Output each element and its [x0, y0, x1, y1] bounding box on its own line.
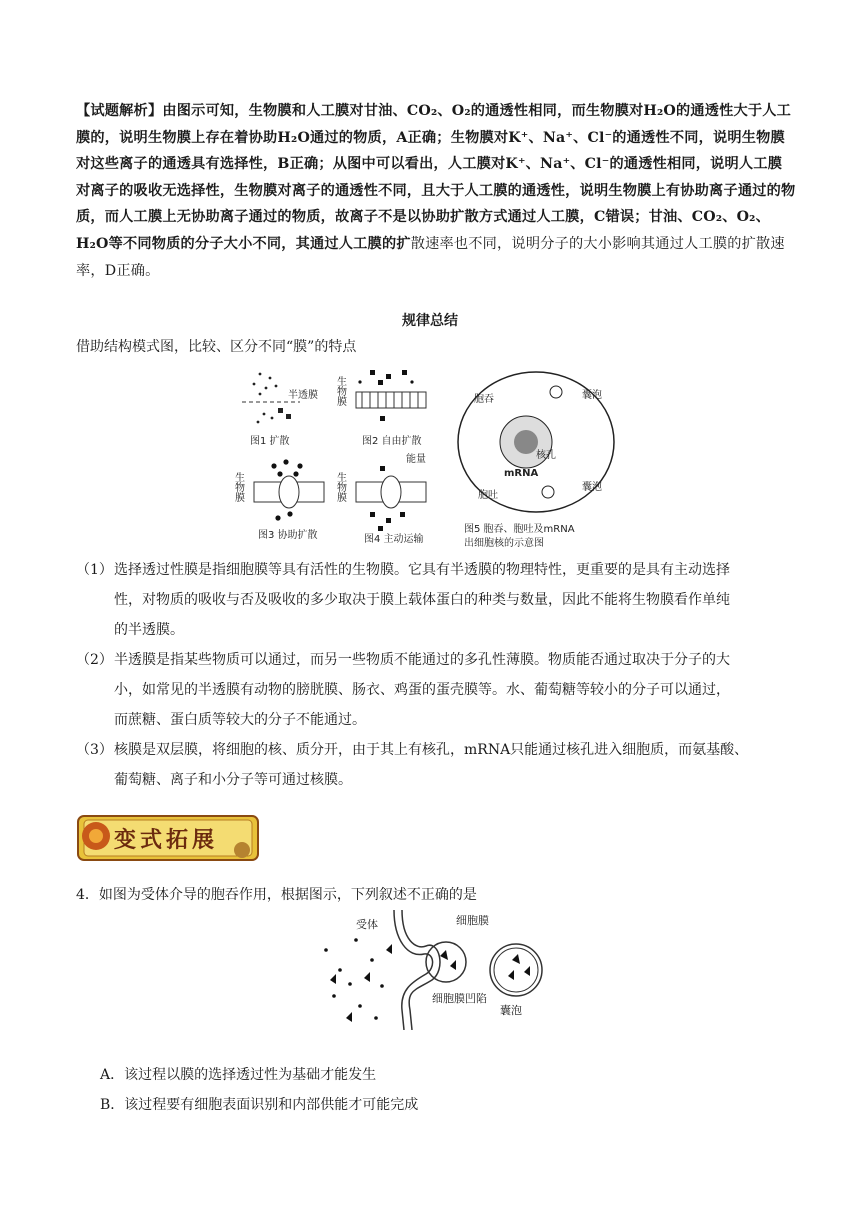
fig5-pore-label: 核孔 [536, 450, 556, 461]
variant-extension-banner [76, 810, 260, 866]
fig5-vesicle-label-2: 囊泡 [582, 482, 602, 493]
analysis-tail: 散速率也不同，说明分子的大小影响其通过人工膜的扩散速率，D正确。 [76, 235, 785, 279]
item-line: 小，如常见的半透膜有动物的膀胱膜、肠衣、鸡蛋的蛋壳膜等。水、葡萄糖等较小的分子可以通过， [114, 682, 730, 698]
fig3-bio-label: 生物膜 [232, 472, 244, 502]
summary-item-3 [76, 735, 796, 795]
fig1-label: 半透膜 [288, 390, 318, 401]
item-line: 葡萄糖、离子和小分子等可通过核膜。 [114, 772, 352, 788]
item-line: 的半透膜。 [114, 622, 184, 638]
summary-title: 规律总结 [402, 313, 458, 329]
endocytosis-figure [316, 910, 576, 1030]
vesicle-label: 囊泡 [500, 1004, 522, 1017]
item-number: （2） [76, 652, 113, 668]
option-a: A．该过程以膜的选择透过性为基础才能发生 [100, 1067, 377, 1083]
fig5-caption-2: 出细胞核的示意图 [464, 538, 544, 549]
fig4-active-transport [335, 452, 427, 545]
analysis-text: 由图示可知，生物膜和人工膜对甘油、CO₂、O₂的通透性相同，而生物膜对H₂O的通透性大于人工膜的，说明生物膜上存在着协助H₂O通过的物质，A正确；生物膜对K⁺、Na⁺、Cl⁻的通透性不同，说明生物膜对这些离子的通透具有选择性，B正确；从图中可以看出，人工膜对K⁺、Na⁺、Cl⁻的通透性相同，说明人工膜对离子的吸收无选择性，生物膜对离子的通透性不同，且大于人工膜的通透性，说明生物膜上有协助离子通过的物质，而人工膜上无协助离子通过的物质，故离子不是以协助扩散方式通过人工膜，C错误；甘油、CO₂、O₂、H₂O等不同物质的分子大小不同，其通过人工膜的扩 [76, 103, 796, 252]
option-b: B．该过程要有细胞表面识别和内部供能才可能完成 [100, 1097, 419, 1113]
fig2-bio-label: 生物膜 [334, 376, 346, 406]
ornament-icon [234, 842, 250, 858]
fig4-energy-label: 能量 [406, 454, 426, 465]
fig5-endocytosis-exocytosis [458, 372, 614, 549]
fig1-caption: 图1 扩散 [250, 436, 290, 447]
membrane-label: 细胞膜 [456, 914, 489, 927]
item-number: （3） [76, 742, 113, 758]
item-line: 半透膜是指某些物质可以通过，而另一些物质不能通过的多孔性薄膜。物质能否通过取决于分子的大 [114, 652, 730, 668]
membrane-figures [230, 362, 630, 550]
fig5-endocytosis-label: 胞吞 [474, 394, 494, 405]
analysis-tag: 【试题解析】 [76, 103, 163, 119]
fig3-facilitated-diffusion [233, 459, 325, 541]
item-line: 选择透过性膜是指细胞膜等具有活性的生物膜。它具有半透膜的物理特性，更重要的是具有主动选择 [114, 562, 730, 578]
summary-item-2 [76, 645, 796, 735]
fig5-exocytosis-label: 胞吐 [478, 490, 498, 501]
pit-label: 细胞膜凹陷 [432, 992, 487, 1005]
fig2-caption: 图2 自由扩散 [362, 436, 422, 447]
fig5-mrna-label: mRNA [504, 468, 539, 479]
vesicle [490, 944, 542, 996]
banner-text: 变式拓展 [114, 827, 219, 853]
analysis-paragraph [76, 98, 796, 284]
item-line: 而蔗糖、蛋白质等较大的分子不能通过。 [114, 712, 366, 728]
question-4: 4．如图为受体介导的胞吞作用，根据图示，下列叙述不正确的是 [76, 887, 477, 903]
fig5-vesicle-label-1: 囊泡 [582, 390, 602, 401]
cell-membrane-line [402, 910, 440, 1030]
summary-intro: 借助结构模式图，比较、区分不同“膜”的特点 [76, 339, 357, 355]
item-line: 性，对物质的吸收与否及吸收的多少取决于膜上载体蛋白的种类与数量，因此不能将生物膜看作单纯 [114, 592, 730, 608]
fig4-bio-label: 生物膜 [334, 472, 346, 502]
summary-item-1 [76, 555, 796, 645]
item-number: （1） [76, 562, 113, 578]
receptor-label: 受体 [356, 918, 378, 931]
item-line: 核膜是双层膜，将细胞的核、质分开，由于其上有核孔，mRNA只能通过核孔进入细胞质，而氨基酸、 [114, 742, 749, 758]
fig2-free-diffusion [335, 370, 427, 447]
fig5-caption-1: 图5 胞吞、胞吐及mRNA [464, 524, 575, 535]
fig1-diffusion [242, 373, 318, 447]
fig4-caption: 图4 主动运输 [364, 534, 424, 545]
fig3-caption: 图3 协助扩散 [258, 530, 318, 541]
